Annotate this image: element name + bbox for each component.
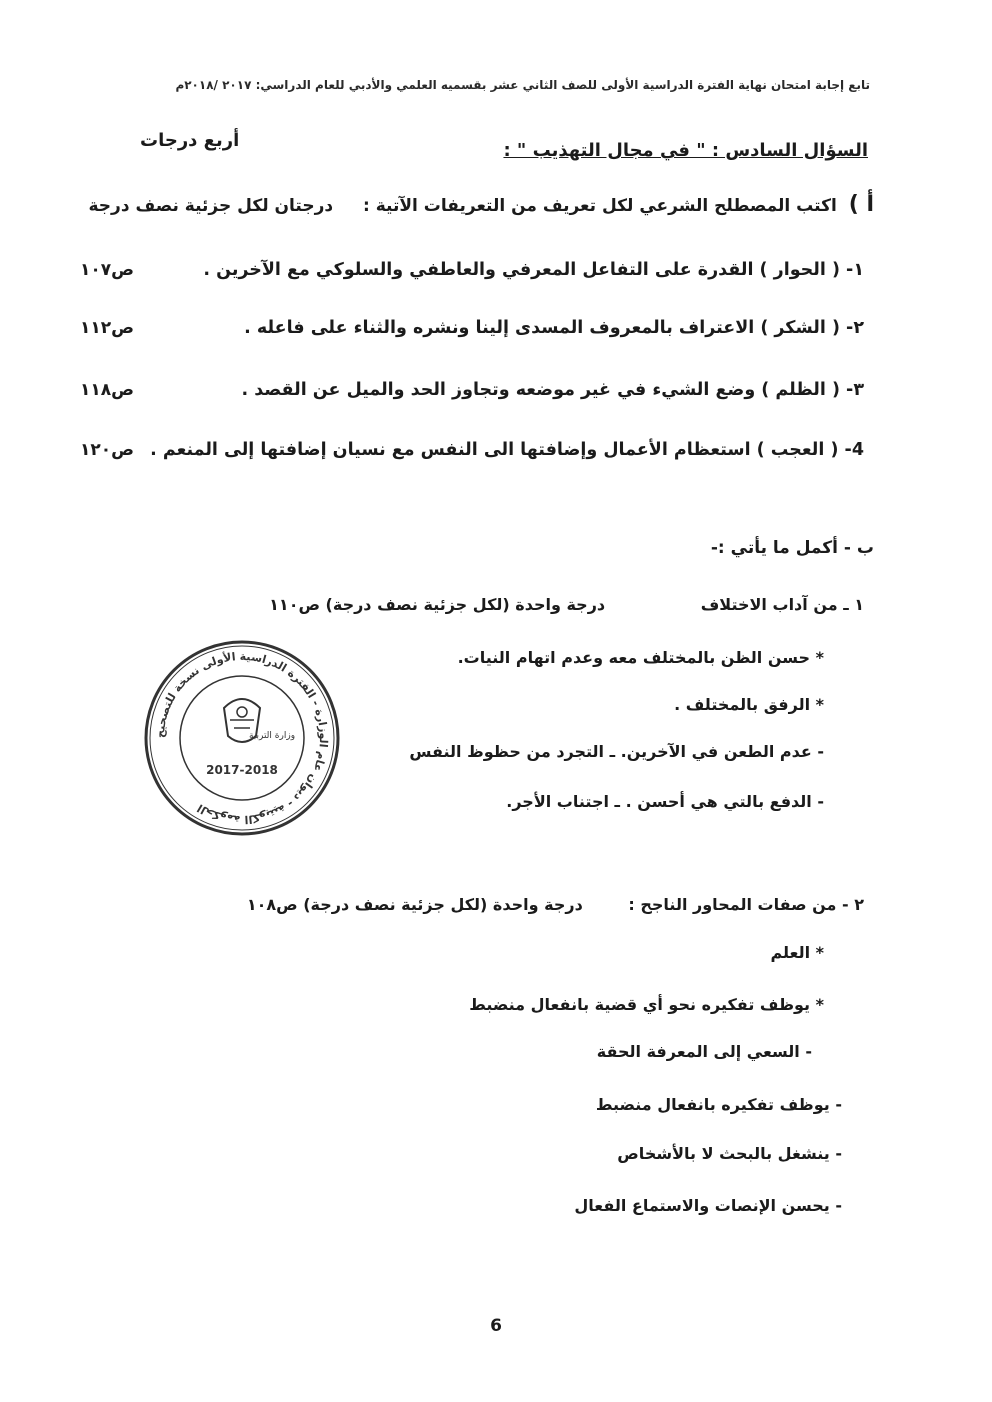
- stamp-inner-text: وزارة التربية: [248, 731, 296, 741]
- page-ref: ص١١٢: [80, 318, 135, 338]
- section-a-points: درجتان لكل جزئية نصف درجة: [88, 196, 334, 216]
- definition-item: 4- ( العجب ) استعظام الأعمال وإضافتها الى النفس مع نسيان إضافتها إلى المنعم .: [150, 440, 864, 460]
- definition-item: ٢- ( الشكر ) الاعتراف بالمعروف المسدى إلينا ونشره والثناء على فاعله .: [244, 318, 864, 338]
- item2-label: ٢ - من صفات المحاور الناجح :: [628, 895, 864, 914]
- item1-points: درجة واحدة (لكل جزئية نصف درجة) ص١١٠: [269, 595, 606, 614]
- answer-line: - عدم الطعن في الآخرين. ـ التجرد من حظوظ النفس: [409, 742, 824, 761]
- section-b-item1-heading: [269, 595, 864, 614]
- answer-line: * حسن الظن بالمختلف معه وعدم اتهام النيات.: [457, 648, 824, 667]
- official-stamp: [142, 638, 342, 838]
- section-a-letter: أ ): [848, 192, 874, 217]
- page-header: تابع إجابة امتحان نهاية الفترة الدراسية الأولى للصف الثاني عشر بقسميه العلمي والأدبي للعام الدراسي: ٢٠١٧ /٢٠١٨م: [175, 78, 870, 92]
- answer-line: * الرفق بالمختلف .: [674, 695, 824, 714]
- page-ref: ص١٠٧: [80, 260, 135, 280]
- page-number: 6: [490, 1316, 502, 1336]
- section-b-item2-heading: [247, 895, 864, 914]
- answer-line: * يوظف تفكيره نحو أي قضية بانفعال منضبط: [469, 995, 824, 1014]
- answer-line: - ينشغل بالبحث لا بالأشخاص: [617, 1144, 842, 1163]
- item2-points: درجة واحدة (لكل جزئية نصف درجة) ص١٠٨: [246, 895, 583, 914]
- definition-item: ٣- ( الظلم ) وضع الشيء في غير موضعه وتجاوز الحد والميل عن القصد .: [241, 380, 864, 400]
- definition-item: ١- ( الحوار ) القدرة على التفاعل المعرفي والعاطفي والسلوكي مع الآخرين .: [203, 260, 864, 280]
- section-b-title: ب - أكمل ما يأتي :-: [710, 538, 874, 558]
- stamp-ring-text: الحكومة الكويتية - ديوان عام الوزارة - الفترة الدراسية الأولى نسخة للتصحيح: [153, 649, 331, 827]
- stamp-year: 2017-2018: [206, 763, 278, 777]
- answer-line: * العلم: [770, 943, 824, 962]
- question-title: السؤال السادس : " في مجال التهذيب " :: [503, 140, 868, 161]
- page-ref: ص١٢٠: [80, 440, 135, 460]
- item1-label: ١ ـ من آداب الاختلاف: [700, 595, 864, 614]
- question-points: أربع درجات: [140, 130, 240, 151]
- answer-line: - الدفع بالتي هي أحسن . ـ اجتناب الأجر.: [506, 792, 824, 811]
- page-ref: ص١١٨: [80, 380, 135, 400]
- section-a-text: اكتب المصطلح الشرعي لكل تعريف من التعريفات الآتية :: [363, 196, 837, 216]
- answer-line: - السعي إلى المعرفة الحقة: [596, 1042, 812, 1061]
- answer-line: - يحسن الإنصات والاستماع الفعال: [574, 1196, 842, 1215]
- section-a-instruction: [88, 192, 874, 217]
- answer-line: - يوظف تفكيره بانفعال منضبط: [595, 1095, 842, 1114]
